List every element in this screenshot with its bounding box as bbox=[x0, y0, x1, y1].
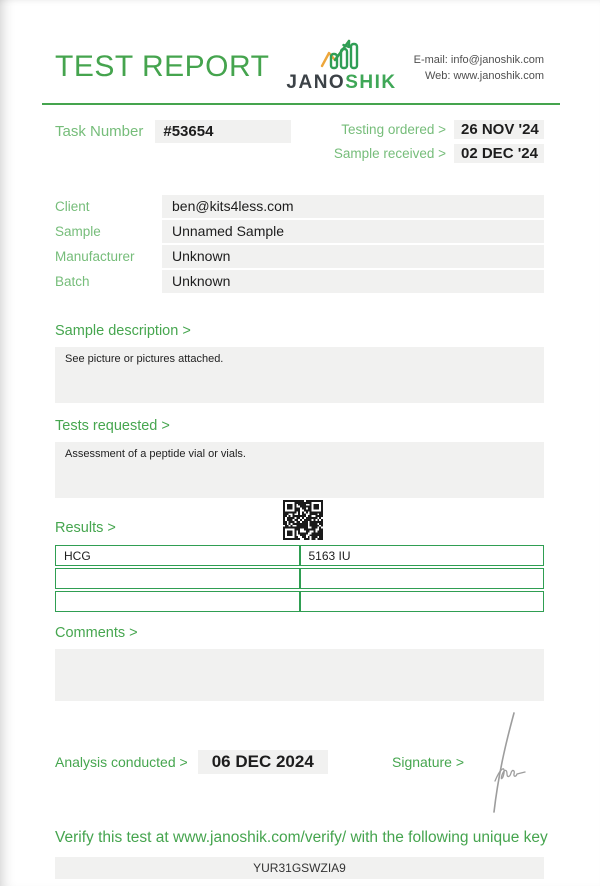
analysis-conducted-group bbox=[55, 750, 328, 774]
bottom-row bbox=[55, 747, 544, 777]
task-row bbox=[55, 120, 544, 163]
logo-text bbox=[286, 72, 396, 94]
task-number-value: #53654 bbox=[155, 120, 291, 143]
qr-code bbox=[283, 500, 323, 540]
analysis-conducted-date: 06 DEC 2024 bbox=[198, 750, 328, 774]
manufacturer-value: Unknown bbox=[162, 245, 544, 268]
batch-label: Batch bbox=[55, 274, 90, 289]
sample-value: Unnamed Sample bbox=[162, 220, 544, 243]
info-row-sample bbox=[55, 220, 544, 243]
testing-ordered-row bbox=[334, 120, 544, 139]
info-row-client bbox=[55, 195, 544, 218]
result-analyte-cell bbox=[55, 591, 300, 612]
results-table bbox=[55, 543, 544, 614]
tests-requested-box: Assessment of a peptide vial or vials. bbox=[55, 442, 544, 498]
task-number-group bbox=[55, 120, 291, 143]
sample-received-row bbox=[334, 144, 544, 163]
testing-ordered-label: Testing ordered > bbox=[341, 122, 446, 137]
signature-label: Signature > bbox=[392, 754, 464, 770]
sample-info-section bbox=[55, 195, 544, 293]
verify-text: Verify this test at www.janoshik.com/verify/ with the following unique key bbox=[55, 829, 548, 846]
testing-ordered-date: 26 NOV '24 bbox=[454, 120, 544, 139]
analysis-conducted-label: Analysis conducted > bbox=[55, 754, 188, 770]
result-value-cell bbox=[300, 568, 545, 589]
logo bbox=[269, 36, 413, 94]
result-value-cell bbox=[300, 591, 545, 612]
result-value-cell: 5163 IU bbox=[300, 545, 545, 566]
verify-key: YUR31GSWZIA9 bbox=[55, 857, 544, 879]
info-row-manufacturer bbox=[55, 245, 544, 268]
signature bbox=[481, 707, 531, 819]
results-header bbox=[55, 498, 544, 542]
task-number-label: Task Number bbox=[55, 123, 144, 140]
sample-description-box: See picture or pictures attached. bbox=[55, 347, 544, 403]
result-analyte-cell bbox=[55, 568, 300, 589]
logo-text-shik: SHIK bbox=[345, 72, 397, 93]
sample-received-date: 02 DEC '24 bbox=[454, 144, 544, 163]
tests-requested-heading: Tests requested > bbox=[55, 418, 170, 434]
sample-label: Sample bbox=[55, 224, 101, 239]
page-title: TEST REPORT bbox=[55, 50, 270, 83]
table-row bbox=[55, 568, 544, 589]
sample-received-label: Sample received > bbox=[333, 146, 446, 161]
contact-email: E-mail: info@janoshik.com bbox=[413, 54, 544, 66]
header-divider bbox=[42, 103, 560, 105]
manufacturer-label: Manufacturer bbox=[55, 249, 135, 264]
comments-box bbox=[55, 649, 544, 701]
contact-web: Web: www.janoshik.com bbox=[424, 70, 544, 82]
batch-value: Unknown bbox=[162, 270, 544, 293]
results-heading: Results > bbox=[55, 520, 116, 536]
comments-heading: Comments > bbox=[55, 625, 138, 641]
bar-chart-icon bbox=[319, 36, 365, 70]
dates-group bbox=[334, 120, 544, 163]
contact-info bbox=[414, 52, 544, 84]
client-value: ben@kits4less.com bbox=[162, 195, 544, 218]
result-analyte-cell: HCG bbox=[55, 545, 300, 566]
client-label: Client bbox=[55, 199, 90, 214]
header bbox=[0, 0, 600, 94]
info-row-batch bbox=[55, 270, 544, 293]
sample-description-heading: Sample description > bbox=[55, 323, 191, 339]
table-row bbox=[55, 591, 544, 612]
logo-text-jano: JANO bbox=[286, 72, 346, 93]
table-row bbox=[55, 545, 544, 566]
